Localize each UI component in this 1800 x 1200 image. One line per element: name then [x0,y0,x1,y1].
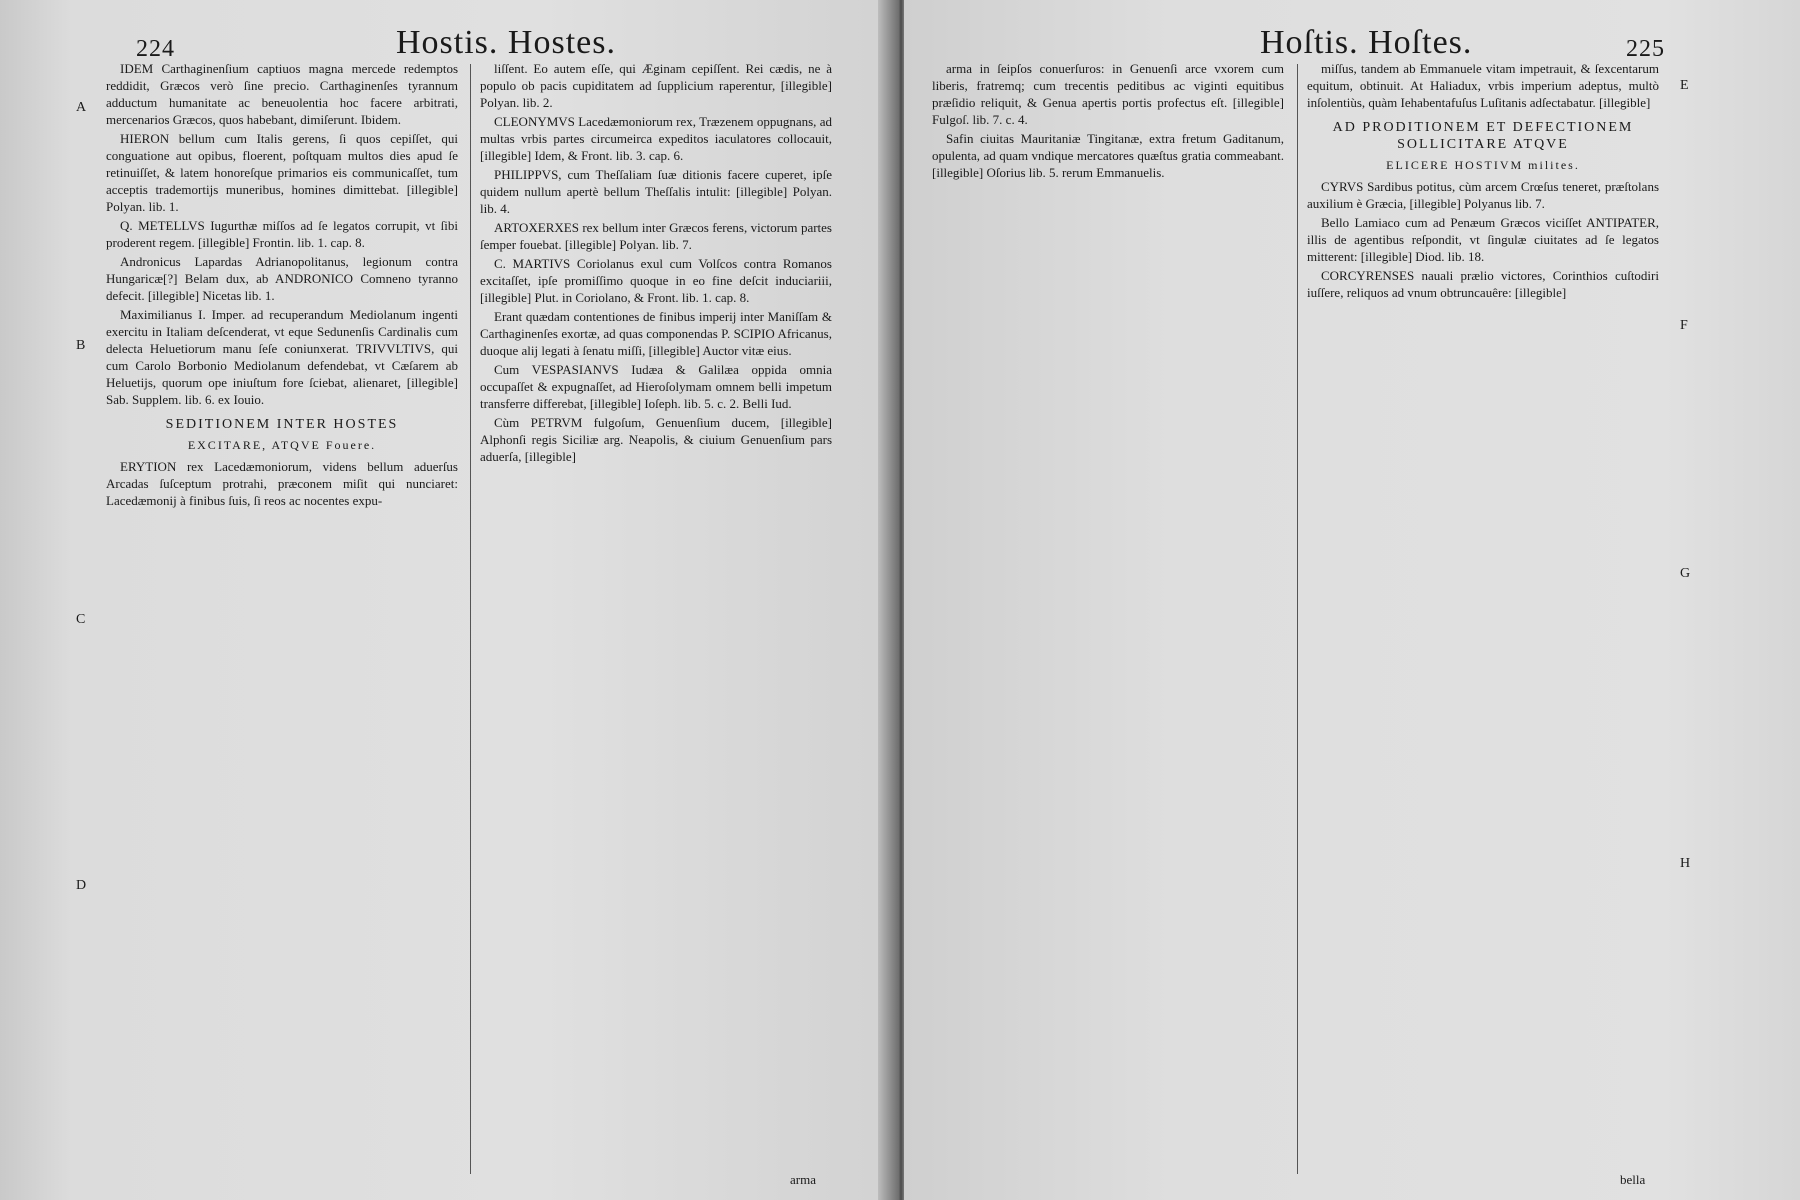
margin-letter: A [76,100,87,115]
paragraph: miſſus, tandem ab Emmanuele vitam impetrauit, & ſexcentarum equitum, obtinuit. At Haliadux, vrbis imperium adeptus, multò inſolentiùs, quàm Iehabentafuſus Luſitanis adſectabatur. [illegible] [1307,61,1659,110]
right-page [904,0,1800,1200]
page-number: 225 [1626,36,1665,62]
paragraph: arma in ſeipſos conuerſuros: in Genuenſi arce vxorem cum liberis, fratremq; cum trecentis peditibus ac viginti equitibus præſidio reliquit, & Genua apertis portis profectus eſt. [illegible] Fulgoſ. lib. 7. c. 4. [932,61,1284,127]
margin-letter: E [1680,78,1689,93]
margin-letter: C [76,612,86,627]
paragraph: Maximilianus I. Imper. ad recuperandum Mediolanum ingenti exercitu in Italiam deſcenderat, vt eque Sedunenſis Cardinalis cum delecta Heluetiorum manu ſeſe coniunxerat. TRIVVLTIVS, qui cum Carolo Borbonio Mediolanum defendebat, vt Cæſarem ab Heluetijs, quorum ope iniuſtum fore ſciebat, alienaret, [illegible] Sab. Supplem. lib. 6. ex Iouio. [106,307,458,407]
paragraph: Bello Lamiaco cum ad Penæum Græcos viciſſet ANTIPATER, illis de agentibus reſpondit, vt ſingulæ ciuitates ad ſe legatos mitterent: [illegible] Diod. lib. 18. [1307,215,1659,264]
margin-letter: H [1680,856,1691,871]
page-number: 224 [136,36,175,62]
margin-letter: B [76,338,86,353]
paragraph: IDEM Carthaginenſium captiuos magna mercede redemptos reddidit, Græcos verò ſine precio. Carthaginenſes tyrannum adductum humanitate ac beneuolentia hoc facere arbitrati, mercenarios Græcos, quos habebant, dimiſerunt. Ibidem. [106,61,458,127]
catchword: bella [1620,1172,1646,1187]
paragraph: HIERON bellum cum Italis gerens, ſi quos cepiſſet, qui conguatione aut opibus, floerent, poſtquam multos dies apud ſe retinuiſſet, & latem honoreſque primarios eis communicaſſet, tum acceptis trademortijs muneribus, homines dimittebat. [illegible] Polyan. lib. 1. [106,131,458,214]
paragraph: liſſent. Eo autem eſſe, qui Æginam cepiſſent. Rei cædis, ne à populo ob pacis cupiditatem ad ſupplicium raperentur, [illegible] Polyan. lib. 2. [480,61,832,110]
text-column-left [932,60,1284,183]
paragraph: ARTOXERXES rex bellum inter Græcos ferens, victorum partes ſemper fouebat. [illegible] Polyan. lib. 7. [480,220,832,252]
paragraph: Cum VESPASIANVS Iudæa & Galilæa oppida omnia occupaſſet & expugnaſſet, ad Hieroſolymam omnem belli impetum transferre differebat, [illegible] Ioſeph. lib. 5. c. 2. Belli Iud. [480,362,832,411]
catchword: arma [790,1172,816,1187]
text-column-right [1307,60,1659,303]
paragraph: CORCYRENSES nauali prælio victores, Corinthios cuſtodiri iuſſere, reliquos ad vnum obtruncauêre: [illegible] [1307,268,1659,300]
section-subheading: EXCITARE, ATQVE Fouere. [187,438,377,452]
running-head: Hoſtis. Hoſtes. [1260,24,1473,61]
running-head: Hostis. Hostes. [396,24,616,61]
column-divider [1297,64,1298,1174]
paragraph: Q. METELLVS Iugurthæ miſſos ad ſe legatos corrupit, vt ſibi proderent regem. [illegible] Frontin. lib. 1. cap. 8. [106,218,458,250]
paragraph: ERYTION rex Lacedæmoniorum, videns bellum aduerſus Arcadas ſuſceptum protrahi, præconem miſit qui nunciaret: Lacedæmonij à finibus ſuis, ſi reos ac nocentes expu- [106,459,458,508]
margin-letter: D [76,878,87,893]
paragraph: PHILIPPVS, cum Theſſaliam ſuæ ditionis facere cuperet, ipſe quidem nullum apertè bellum Theſſalis intulit: [illegible] Polyan. lib. 4. [480,167,832,216]
column-divider [470,64,471,1174]
section-heading: AD PRODITIONEM ET DEFECTIONEM SOLLICITARE ATQVE [1332,120,1634,152]
left-page [0,0,896,1200]
margin-letter: G [1680,566,1691,581]
paragraph: Andronicus Lapardas Adrianopolitanus, legionum contra Hungaricæ[?] Belam dux, ab ANDRONICO Comneno tyranno defecit. [illegible] Nicetas lib. 1. [106,254,458,303]
paragraph: CYRVS Sardibus potitus, cùm arcem Crœſus teneret, præſtolans auxilium è Græcia, [illegible] Polyanus lib. 7. [1307,179,1659,211]
section-heading: SEDITIONEM INTER HOSTES [165,417,399,432]
text-column-left [106,60,458,511]
margin-letter: F [1680,318,1688,333]
text-column-right [480,60,832,467]
paragraph: CLEONYMVS Lacedæmoniorum rex, Træzenem oppugnans, ad multas vrbis partes circumeirca expeditos iaculatores collocauit, [illegible] Idem, & Front. lib. 3. cap. 6. [480,114,832,163]
paragraph: C. MARTIVS Coriolanus exul cum Volſcos contra Romanos excitaſſet, ipſe promiſſimo quoque in eo fine deſcit induciariii, [illegible] Plut. in Coriolano, & Front. lib. 1. cap. 8. [480,256,832,305]
paragraph: Cùm PETRVM fulgoſum, Genuenſium ducem, [illegible] Alphonſi regis Siciliæ arg. Neapolis, & ciuium Genuenſium pars aduerſa, [illegible] [480,415,832,464]
paragraph: Erant quædam contentiones de finibus imperij inter Maniſſam & Carthaginenſes exortæ, ad quas componendas P. SCIPIO Africanus, duoque alij legati à ſenatu miſſi, [illegible] Auctor vitæ eius. [480,309,832,358]
section-subheading: ELICERE HOSTIVM milites. [1386,158,1580,172]
paragraph: Safin ciuitas Mauritaniæ Tingitanæ, extra fretum Gaditanum, opulenta, ad quam vndique mercatores quæſtus gratia commeabant. [illegible] Oſorius lib. 5. rerum Emmanuelis. [932,131,1284,180]
